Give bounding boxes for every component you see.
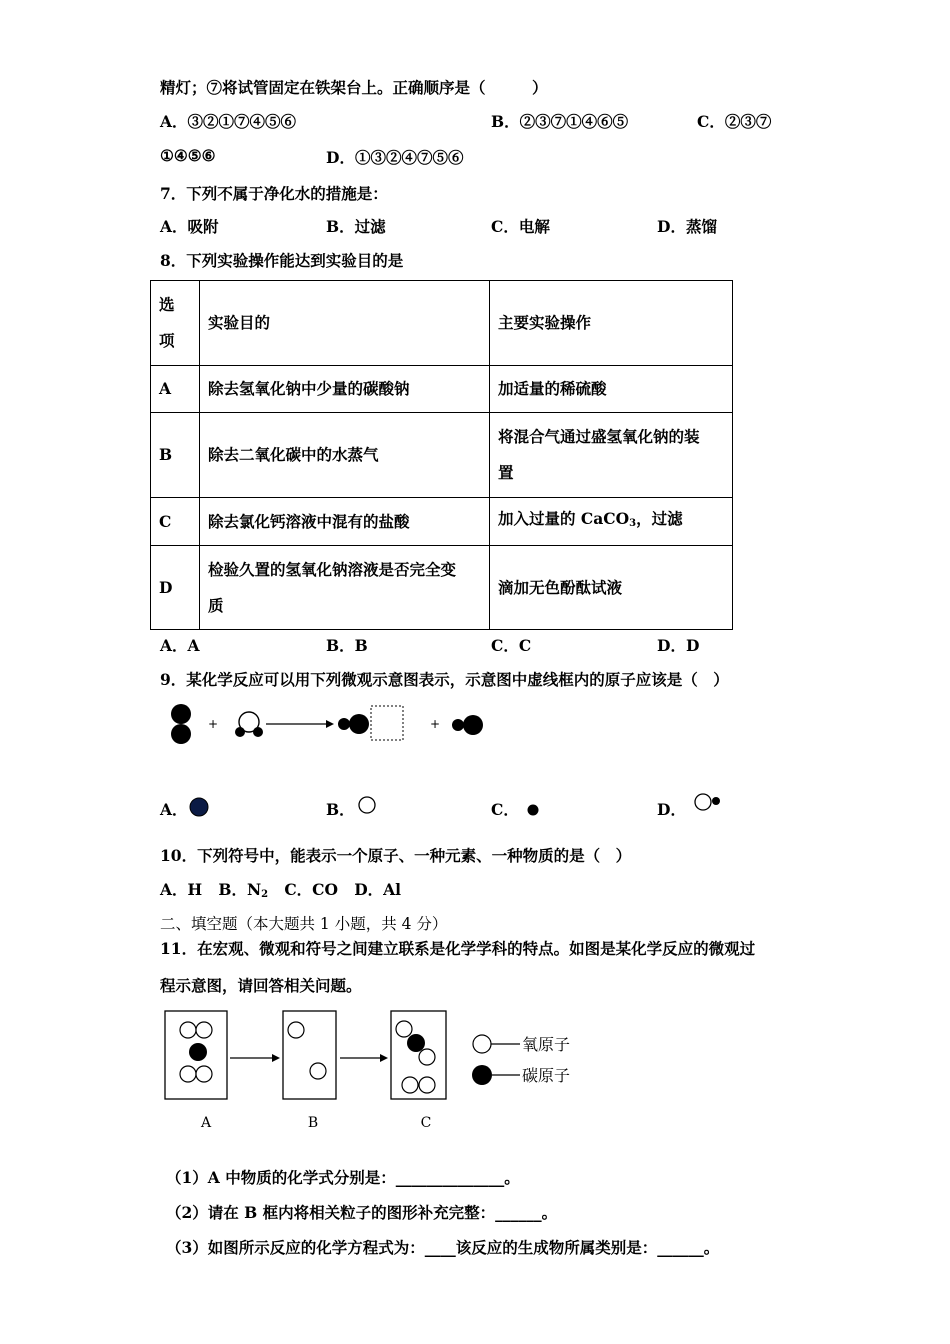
row-a-operation: 加适量的稀硫酸 xyxy=(490,366,733,413)
small-black-atom-icon xyxy=(528,805,539,816)
q11-subquestion-1: （1）A 中物质的化学式分别是：______________。 xyxy=(166,1168,520,1187)
q8-answer-b[interactable]: B．B xyxy=(326,636,368,655)
row-b-option: B xyxy=(151,413,200,498)
table-row xyxy=(151,546,733,630)
header-purpose: 实验目的 xyxy=(200,281,490,366)
white-atom-icon xyxy=(180,1022,196,1038)
row-b-purpose: 除去二氧化碳中的水蒸气 xyxy=(200,413,490,498)
black-atom-icon xyxy=(407,1034,425,1052)
q7-stem: 7．下列不属于净化水的措施是： xyxy=(160,184,388,203)
q10-option-d[interactable]: D．Al xyxy=(354,880,402,899)
header-option-line2: 项 xyxy=(159,331,175,350)
row-c-operation-suffix: ，过滤 xyxy=(636,509,683,528)
white-atom-icon xyxy=(288,1022,304,1038)
q9-option-b[interactable]: B． xyxy=(326,800,355,819)
small-black-atom-icon xyxy=(452,719,464,731)
q9-plus-2: + xyxy=(430,717,441,731)
header-option-line1: 选 xyxy=(159,295,175,314)
q10-option-b-subscript: 2 xyxy=(261,889,269,900)
small-black-atom-icon xyxy=(253,727,263,737)
q8-answer-a[interactable]: A．A xyxy=(160,636,200,655)
q10-stem: 10．下列符号中，能表示一个原子、一种元素、一种物质的是（ ） xyxy=(160,846,632,865)
q10-option-b-text: B．N xyxy=(218,880,262,899)
white-atom-icon xyxy=(196,1022,212,1038)
white-atom-icon xyxy=(419,1077,435,1093)
white-atom-icon xyxy=(359,797,375,813)
q11-subquestion-3: （3）如图所示反应的化学方程式为：____该反应的生成物所属类别是：______。 xyxy=(166,1238,720,1257)
row-c-operation xyxy=(490,498,733,546)
q9-option-d-icon xyxy=(692,791,728,815)
q9-plus-1: + xyxy=(208,717,219,731)
black-atom-icon xyxy=(171,724,191,744)
arrow-head-icon xyxy=(380,1054,388,1062)
table-row xyxy=(151,498,733,546)
dark-atom-icon xyxy=(190,798,208,816)
box-c-label: C xyxy=(420,1115,432,1131)
white-atom-icon xyxy=(402,1077,418,1093)
q10-option-b[interactable] xyxy=(218,880,268,899)
row-a-option: A xyxy=(151,366,200,413)
black-atom-icon xyxy=(171,704,191,724)
white-atom-icon xyxy=(396,1021,412,1037)
box-b-label: B xyxy=(307,1115,319,1131)
q11-subquestion-2: （2）请在 B 框内将相关粒子的图形补充完整：______。 xyxy=(166,1203,558,1222)
arrow-head-icon xyxy=(272,1054,280,1062)
q10-option-a[interactable]: A．H xyxy=(160,880,203,899)
small-black-atom-icon xyxy=(235,727,245,737)
row-d-option: D xyxy=(151,546,200,630)
q8-stem: 8．下列实验操作能达到实验目的是 xyxy=(160,251,404,270)
legend-oxygen-label: 氧原子 xyxy=(522,1035,571,1054)
q9-option-a-icon xyxy=(188,796,212,820)
q6-option-d[interactable]: D．①③②④⑦⑤⑥ xyxy=(326,148,464,167)
row-c-operation-subscript: 3 xyxy=(629,518,637,529)
section-title: 二、填空题（本大题共 1 小题，共 4 分） xyxy=(160,915,448,933)
header-option xyxy=(151,281,200,366)
legend-carbon-icon xyxy=(472,1065,492,1085)
dashed-box xyxy=(371,706,403,740)
q7-option-b[interactable]: B．过滤 xyxy=(326,217,386,236)
black-atom-icon xyxy=(349,714,369,734)
small-black-atom-icon xyxy=(338,718,350,730)
table-row xyxy=(151,413,733,498)
header-operation: 主要实验操作 xyxy=(490,281,733,366)
row-b-operation-line2: 置 xyxy=(498,463,514,482)
q6-option-b[interactable]: B．②③⑦①④⑥⑤ xyxy=(491,112,629,131)
q9-stem: 9．某化学反应可以用下列微观示意图表示，示意图中虚线框内的原子应该是（ ） xyxy=(160,670,729,689)
q9-option-c-icon xyxy=(524,800,544,820)
q6-stem-tail: 精灯；⑦将试管固定在铁架台上。正确顺序是（ ） xyxy=(160,78,548,97)
q9-option-c[interactable]: C． xyxy=(491,800,519,819)
small-black-atom-icon xyxy=(712,797,720,805)
row-c-operation-prefix: 加入过量的 CaCO xyxy=(498,509,630,528)
white-atom-icon xyxy=(196,1066,212,1082)
q6-option-a[interactable]: A．③②①⑦④⑤⑥ xyxy=(160,112,297,131)
row-d-purpose-line1: 检验久置的氢氧化钠溶液是否完全变 xyxy=(208,559,457,579)
q11-stem-line2: 程示意图，请回答相关问题。 xyxy=(160,976,362,995)
q8-answer-c[interactable]: C．C xyxy=(491,636,532,655)
q6-option-c-continued: ①④⑤⑥ xyxy=(160,146,216,165)
box-a-label: A xyxy=(200,1115,212,1131)
row-c-purpose: 除去氯化钙溶液中混有的盐酸 xyxy=(200,498,490,546)
legend-oxygen-icon xyxy=(473,1035,491,1053)
white-atom-icon xyxy=(419,1049,435,1065)
q7-option-c[interactable]: C．电解 xyxy=(491,217,550,236)
q9-option-d[interactable]: D． xyxy=(657,800,686,819)
q10-options xyxy=(160,878,401,900)
q9-option-a[interactable]: A． xyxy=(160,800,188,819)
row-d-purpose-line2: 质 xyxy=(208,595,224,615)
q8-table xyxy=(150,280,733,630)
q9-option-b-icon xyxy=(356,794,380,818)
row-c-option: C xyxy=(151,498,200,546)
black-atom-icon xyxy=(189,1043,207,1061)
row-d-purpose xyxy=(200,546,490,630)
q11-reaction-diagram xyxy=(160,1005,600,1140)
table-row xyxy=(151,366,733,413)
row-b-operation xyxy=(490,413,733,498)
q6-option-c[interactable]: C．②③⑦ xyxy=(697,112,772,131)
white-atom-icon xyxy=(180,1066,196,1082)
black-atom-icon xyxy=(463,715,483,735)
q10-option-c[interactable]: C．CO xyxy=(284,880,339,899)
white-atom-icon xyxy=(695,794,711,810)
q7-option-a[interactable]: A．吸附 xyxy=(160,217,219,236)
q7-option-d[interactable]: D．蒸馏 xyxy=(657,217,717,236)
row-d-operation: 滴加无色酚酞试液 xyxy=(490,546,733,630)
q8-answer-d[interactable]: D．D xyxy=(657,636,700,655)
table-row xyxy=(151,281,733,366)
q11-stem-line1: 11．在宏观、微观和符号之间建立联系是化学学科的特点。如图是某化学反应的微观过 xyxy=(160,939,756,958)
white-atom-icon xyxy=(310,1063,326,1079)
arrow-head-icon xyxy=(326,720,334,728)
legend-carbon-label: 碳原子 xyxy=(522,1066,571,1085)
row-b-operation-line1: 将混合气通过盛氢氧化钠的装 xyxy=(498,427,700,446)
q9-reaction-diagram xyxy=(160,700,500,750)
row-a-purpose: 除去氢氧化钠中少量的碳酸钠 xyxy=(200,366,490,413)
